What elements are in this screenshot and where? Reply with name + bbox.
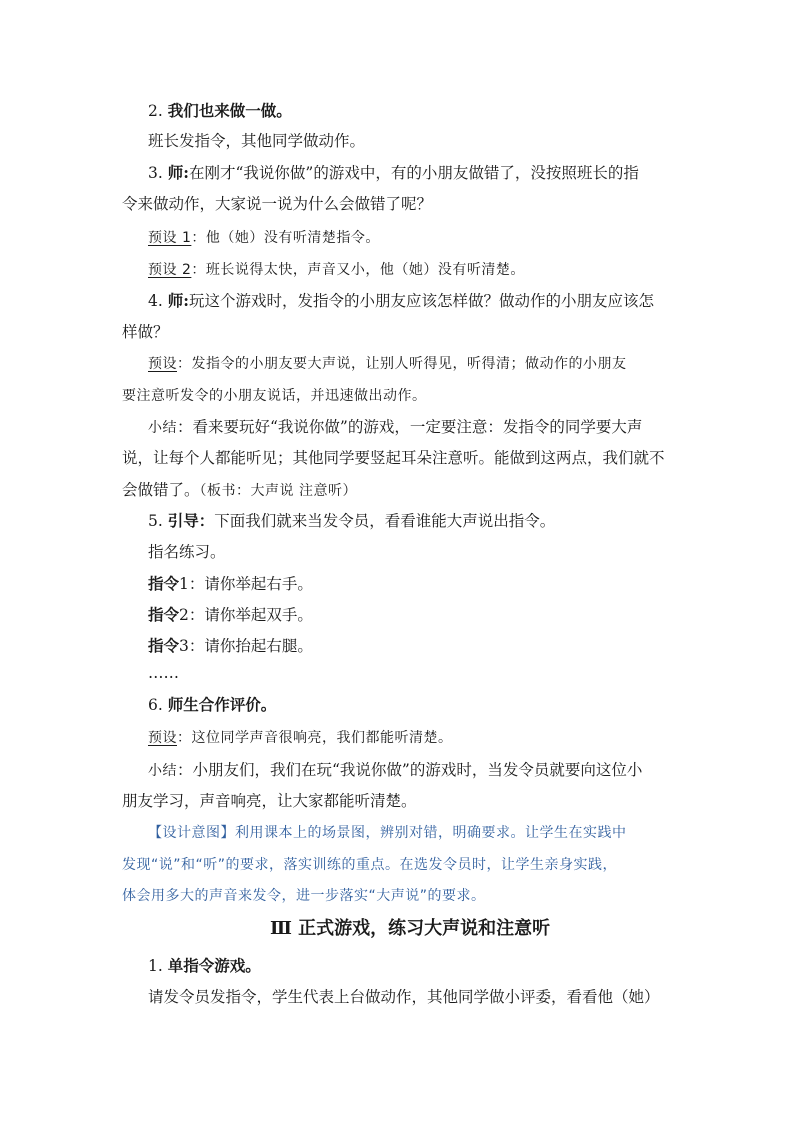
item-4-speaker: 师:	[167, 291, 189, 310]
preset-2	[148, 260, 525, 280]
command-1-label: 指令	[148, 574, 180, 593]
item-6-title: 师生合作评价。	[167, 695, 277, 714]
item-3-text-2: 令来做动作，大家说一说为什么会做错了呢？	[122, 195, 433, 213]
item-3-number: 3.	[148, 164, 163, 182]
preset-2-text: ：班长说得太快，声音又小，他（她）没有听清楚。	[191, 262, 525, 278]
section-3-title: Ⅲ 正式游戏，练习大声说和注意听	[270, 918, 551, 939]
ellipsis: ……	[148, 664, 179, 682]
design-intent-text-2: 发现“说”和“听”的要求，落实训练的重点。在选发令员时，让学生亲身实践，	[122, 857, 618, 873]
item-3-line-1	[148, 163, 639, 183]
item-5-text: 下面我们就来当发令员，看看谁能大声说出指令。	[214, 512, 556, 530]
design-intent-label: 【设计意图】	[148, 825, 235, 841]
preset-3-text-1: ：发指令的小朋友要大声说，让别人听得见，听得清；做动作的小朋友	[177, 356, 627, 372]
preset-3-text-2: 要注意听发令的小朋友说话，并迅速做出动作。	[122, 388, 427, 404]
command-2	[148, 605, 313, 625]
summary-1-label: 小结	[148, 420, 177, 436]
command-2-label: 指令	[148, 605, 180, 624]
item-5-number: 5.	[148, 512, 163, 530]
summary-2-text-1: ：小朋友们，我们在玩“我说你做”的游戏时，当发令员就要向这位小	[177, 761, 643, 779]
command-3-text: 3：请你抬起右腿。	[179, 637, 313, 655]
preset-4	[148, 728, 453, 748]
item-3-speaker: 师:	[167, 163, 189, 182]
item-4-text-1: 玩这个游戏时，发指令的小朋友应该怎样做？做动作的小朋友应该怎	[188, 292, 654, 310]
summary-1-text-2: 说，让每个人都能听见；其他同学要竖起耳朵注意听。能做到这两点，我们就不	[122, 449, 665, 467]
summary-2-text-2: 朋友学习，声音响亮，让大家都能听清楚。	[122, 792, 417, 810]
preset-1	[148, 228, 380, 248]
design-intent-text-3: 体会用多大的声音来发令，进一步落实“大声说”的要求。	[122, 888, 486, 904]
summary-1-line-3	[122, 480, 357, 501]
item-4-line-1	[148, 291, 654, 311]
preset-1-label: 预设 1	[148, 230, 192, 246]
preset-4-text: ：这位同学声音很响亮，我们都能听清楚。	[177, 730, 453, 746]
summary-1-line-1	[148, 417, 642, 438]
preset-3-line-1	[148, 354, 627, 374]
preset-3-label: 预设	[148, 356, 177, 372]
item-5-line	[148, 511, 555, 531]
blackboard-note: （板书：大声说 注意听）	[199, 483, 357, 499]
summary-1-text-1: ：看来要玩好“我说你做”的游戏，一定要注意：发指令的同学要大声	[177, 418, 643, 436]
command-3-label: 指令	[148, 636, 180, 655]
summary-1-text-3: 会做错了。	[122, 481, 200, 499]
item-2-heading	[148, 101, 292, 121]
section-3-item-1-text: 请发令员发指令，学生代表上台做动作，其他同学做小评委，看看他（她）	[148, 988, 660, 1006]
summary-2-label: 小结	[148, 763, 177, 779]
command-1	[148, 574, 313, 594]
item-6-heading	[148, 695, 276, 715]
item-4-number: 4.	[148, 292, 163, 310]
preset-4-label: 预设	[148, 730, 177, 746]
command-2-text: 2：请你举起双手。	[179, 606, 313, 624]
section-3-item-1-title: 单指令游戏。	[167, 956, 261, 975]
preset-2-label: 预设 2	[148, 262, 192, 278]
item-4-text-2: 样做？	[122, 323, 169, 341]
item-3-text-1: 在刚才“我说你做”的游戏中，有的小朋友做错了，没按照班长的指	[188, 164, 639, 182]
item-2-title: 我们也来做一做。	[167, 101, 292, 120]
item-5-label: 引导：	[167, 511, 215, 530]
design-intent-line-1	[148, 823, 627, 843]
item-2-body: 班长发指令，其他同学做动作。	[148, 132, 366, 150]
preset-1-text: ：他（她）没有听清楚指令。	[191, 230, 380, 246]
command-3	[148, 636, 313, 656]
command-1-text: 1：请你举起右手。	[179, 575, 313, 593]
summary-2-line-1	[148, 760, 642, 781]
item-6-number: 6.	[148, 696, 163, 714]
design-intent-text-1: 利用课本上的场景图，辨别对错，明确要求。让学生在实践中	[235, 825, 627, 841]
practice-note: 指名练习。	[148, 543, 226, 561]
section-3-item-1-heading	[148, 956, 261, 976]
item-2-number: 2.	[148, 102, 163, 120]
section-3-item-1-number: 1.	[148, 957, 163, 975]
